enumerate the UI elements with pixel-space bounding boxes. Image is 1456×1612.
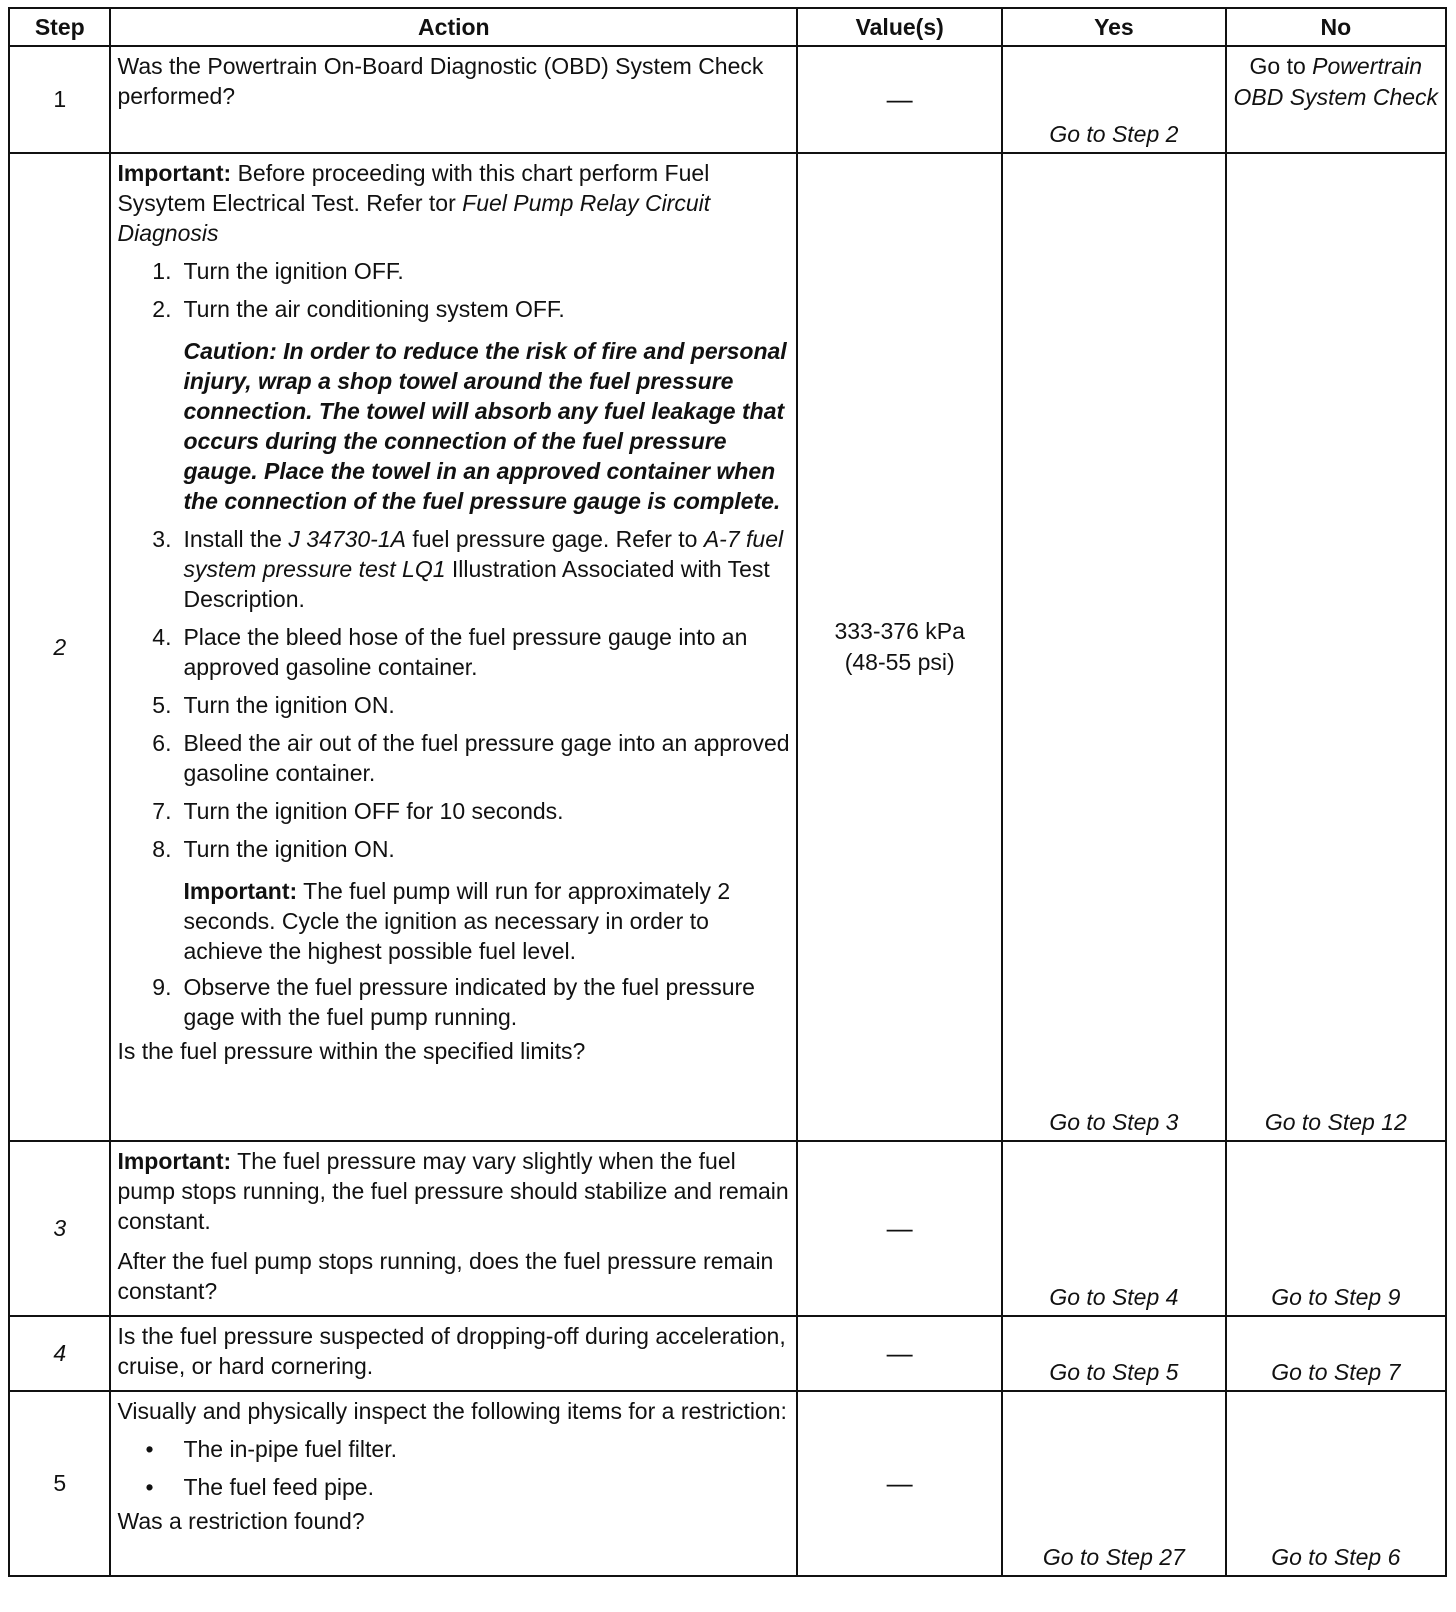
important-text: Before proceeding with this chart perform Fuel Sysytem Electrical Test. Refer tor: [117, 160, 710, 216]
question-text: Was a restriction found?: [117, 1508, 365, 1534]
value-cell: [797, 153, 1002, 1141]
step-number: [9, 1391, 110, 1576]
list-text: Place the bleed hose of the fuel pressure gauge into an approved gasoline container.: [183, 624, 748, 680]
no-cell: [1226, 153, 1446, 1141]
step-number-text: 3: [53, 1215, 67, 1241]
list-number: 1.: [152, 258, 172, 284]
list-item: [117, 524, 790, 614]
table-row-step-5: [9, 1391, 1446, 1576]
no-link[interactable]: Go to Step 7: [1271, 1359, 1401, 1385]
list-number: 5.: [152, 692, 172, 718]
step-number: [9, 153, 110, 1141]
no-cell: [1226, 46, 1446, 153]
value-text: —: [886, 1337, 913, 1368]
diagnostic-table: [8, 7, 1447, 1577]
action-cell: [110, 1391, 797, 1576]
list-text: The fuel feed pipe.: [183, 1474, 374, 1500]
value-cell: [797, 46, 1002, 153]
no-prefix: Go to: [1249, 53, 1313, 79]
list-text: Bleed the air out of the fuel pressure gage into an approved gasoline container.: [183, 730, 790, 786]
list-text: Turn the ignition OFF for 10 seconds.: [183, 798, 564, 824]
no-link[interactable]: Go to Step 12: [1264, 1109, 1407, 1135]
important-note: [117, 1146, 790, 1236]
yes-cell: [1002, 1141, 1225, 1316]
header-step: Step: [9, 8, 110, 46]
reference-link[interactable]: Fuel Pump Relay Circuit Diagnosis: [117, 190, 711, 246]
list-text: Install the: [183, 526, 289, 552]
list-text: Turn the ignition OFF.: [183, 258, 404, 284]
list-item: [117, 1472, 790, 1502]
question-text: After the fuel pump stops running, does the fuel pressure remain constant?: [117, 1248, 774, 1304]
yes-cell: [1002, 1316, 1225, 1391]
step-number: [9, 1316, 110, 1391]
yes-link[interactable]: Go to Step 27: [1042, 1544, 1185, 1570]
value-text: —: [886, 1467, 913, 1498]
important-label: Important:: [117, 1148, 232, 1174]
list-text: Turn the ignition ON.: [183, 692, 395, 718]
list-item: [117, 690, 790, 720]
list-number: 7.: [152, 798, 172, 824]
list-number: 9.: [152, 974, 172, 1000]
no-cell: [1226, 1316, 1446, 1391]
action-text: Visually and physically inspect the following items for a restriction:: [117, 1398, 787, 1424]
header-yes: Yes: [1002, 8, 1225, 46]
list-number: 6.: [152, 730, 172, 756]
step-number: [9, 46, 110, 153]
step-number-text: 2: [53, 633, 67, 660]
important-note: [117, 876, 790, 966]
value-cell: [797, 1391, 1002, 1576]
table-row-step-3: [9, 1141, 1446, 1316]
table-row-step-1: [9, 46, 1446, 153]
caution-note: Caution: In order to reduce the risk of fire and personal injury, wrap a shop towel around the fuel pressure connection. The towel will absorb any fuel leakage that occurs during the connection of the fuel pressure gauge. Place the towel in an approved container when the connection of the fuel pressure gauge is complete.: [183, 338, 787, 514]
important-label: Important:: [183, 878, 298, 904]
yes-link[interactable]: Go to Step 3: [1049, 1109, 1179, 1135]
no-link[interactable]: Powertrain OBD System Check: [1233, 53, 1439, 110]
important-note: [117, 158, 790, 248]
action-cell: [110, 1141, 797, 1316]
list-text: Turn the air conditioning system OFF.: [183, 296, 565, 322]
list-item: [117, 1434, 790, 1464]
action-text: Was the Powertrain On-Board Diagnostic (OBD) System Check performed?: [117, 53, 764, 109]
list-text: Turn the ignition ON.: [183, 836, 395, 862]
table-row-step-2: [9, 153, 1446, 1141]
action-cell: [110, 1316, 797, 1391]
important-label: Important:: [117, 160, 232, 186]
yes-cell: [1002, 1391, 1225, 1576]
list-item: [117, 834, 790, 864]
value-psi: (48-55 psi): [844, 649, 955, 675]
step-number-text: 4: [53, 1340, 67, 1366]
procedure-list: [117, 256, 790, 324]
procedure-list: [117, 524, 790, 864]
yes-cell: [1002, 153, 1225, 1141]
header-no: No: [1226, 8, 1446, 46]
bullet-icon: •: [145, 1436, 154, 1462]
procedure-list: [117, 972, 790, 1032]
list-text: Observe the fuel pressure indicated by the fuel pressure gage with the fuel pump running.: [183, 974, 755, 1030]
list-item: [117, 796, 790, 826]
header-action: Action: [110, 8, 797, 46]
yes-cell: [1002, 46, 1225, 153]
inspection-list: [117, 1434, 790, 1502]
action-text: Is the fuel pressure suspected of dropping-off during acceleration, cruise, or hard cornering.: [117, 1323, 786, 1379]
no-link[interactable]: Go to Step 9: [1271, 1284, 1401, 1310]
header-row: [9, 8, 1446, 46]
important-text: The fuel pressure may vary slightly when the fuel pump stops running, the fuel pressure should stabilize and remain constant.: [117, 1148, 789, 1234]
list-text: fuel pressure gage. Refer to: [405, 526, 704, 552]
tool-name: J 34730-1A: [288, 526, 406, 552]
list-item: [117, 256, 790, 286]
list-text: Illustration Associated with Test Description.: [183, 556, 770, 612]
step-number-text: 5: [53, 1470, 67, 1496]
header-values: Value(s): [797, 8, 1002, 46]
bullet-icon: •: [145, 1474, 154, 1500]
yes-link[interactable]: Go to Step 5: [1049, 1359, 1179, 1385]
list-item: [117, 622, 790, 682]
important-text: The fuel pump will run for approximately 2 seconds. Cycle the ignition as necessary in order to achieve the highest possible fuel level.: [183, 878, 731, 964]
no-link[interactable]: Go to Step 6: [1271, 1544, 1401, 1570]
list-text: The in-pipe fuel filter.: [183, 1436, 397, 1462]
question-text: Is the fuel pressure within the specified limits?: [117, 1038, 586, 1064]
no-cell: [1226, 1141, 1446, 1316]
value-cell: [797, 1141, 1002, 1316]
action-cell: [110, 46, 797, 153]
value-cell: [797, 1316, 1002, 1391]
table-row-step-4: [9, 1316, 1446, 1391]
list-number: 2.: [152, 296, 172, 322]
list-number: 3.: [152, 526, 172, 552]
list-item: [117, 728, 790, 788]
list-number: 4.: [152, 624, 172, 650]
yes-link[interactable]: Go to Step 2: [1049, 121, 1179, 147]
value-kpa: 333-376 kPa: [834, 618, 965, 644]
value-text: —: [886, 83, 913, 114]
reference-link[interactable]: A-7 fuel system pressure test LQ1: [183, 526, 784, 582]
value-text: —: [886, 1212, 913, 1243]
list-number: 8.: [152, 836, 172, 862]
no-cell: [1226, 1391, 1446, 1576]
yes-link[interactable]: Go to Step 4: [1049, 1284, 1179, 1310]
list-item: [117, 972, 790, 1032]
action-cell: [110, 153, 797, 1141]
list-item: [117, 294, 790, 324]
step-number-text: 1: [53, 86, 67, 112]
step-number: [9, 1141, 110, 1316]
